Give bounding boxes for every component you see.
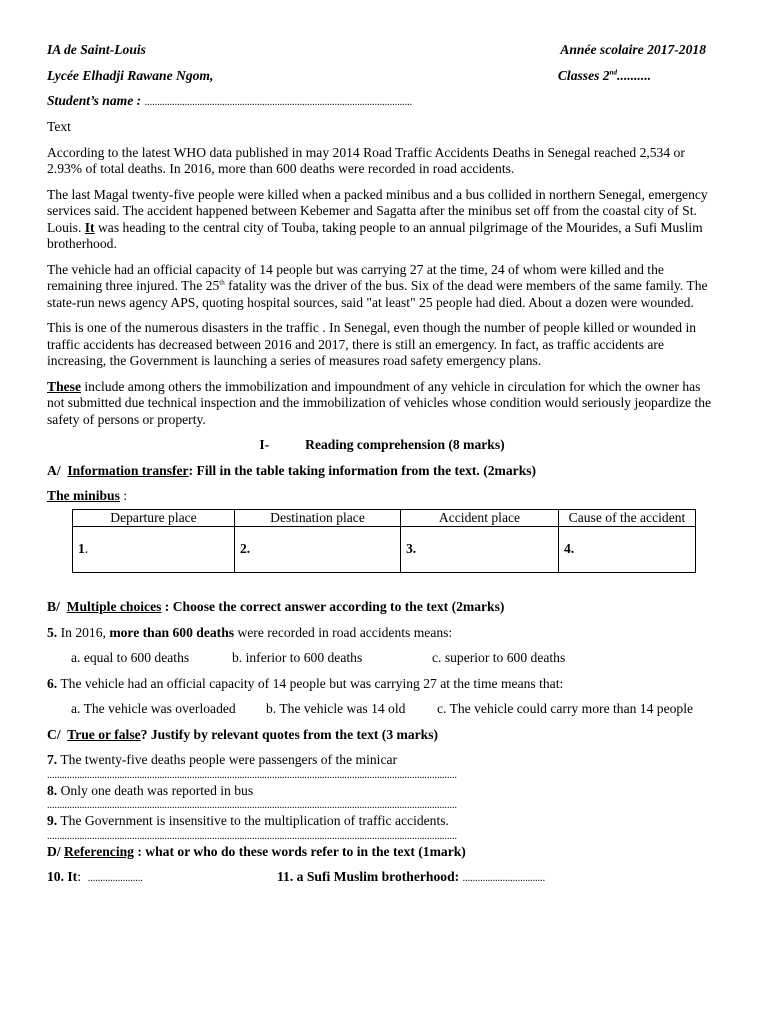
section-heading: I- Reading comprehension (8 marks): [259, 437, 505, 452]
q11-answer-dots[interactable]: .................................: [462, 873, 546, 884]
question-9: 9. The Government is insensitive to the multiplication of traffic accidents.: [47, 813, 449, 828]
question-6-options: [47, 701, 717, 718]
col-accident: Accident place: [401, 509, 559, 527]
answer-cell-1[interactable]: 1.: [73, 527, 235, 573]
question-10: 10. It: ......................: [47, 869, 143, 884]
info-transfer-table: [72, 509, 696, 574]
q5-option-c[interactable]: c. superior to 600 deaths: [432, 650, 566, 665]
q5-option-b[interactable]: b. inferior to 600 deaths: [232, 650, 363, 665]
word-these: These: [47, 378, 81, 394]
question-8: 8. Only one death was reported in bus: [47, 782, 254, 798]
part-b-heading: B/ Multiple choices : Choose the correct answer according to the text (2marks): [47, 599, 505, 614]
worksheet: [47, 42, 717, 886]
part-d-heading: D/ Referencing : what or who do these words refer to in the text (1mark): [47, 843, 466, 859]
q6-option-a[interactable]: a. The vehicle was overloaded: [71, 701, 236, 716]
student-name-dots: ...........................................................................................................: [144, 97, 413, 108]
question-6: 6. The vehicle had an official capacity of 14 people but was carrying 27 at the time means that:: [47, 675, 564, 691]
lycee-label: Lycée Elhadji Rawane Ngom,: [47, 67, 214, 83]
q6-option-c[interactable]: c. The vehicle could carry more than 14 people: [437, 701, 694, 716]
referencing-row: [47, 869, 717, 886]
question-5: 5. In 2016, more than 600 deaths were recorded in road accidents means:: [47, 624, 453, 640]
question-5-options: [47, 650, 717, 667]
school-year: Année scolaire 2017-2018: [560, 42, 706, 57]
question-11: 11. a Sufi Muslim brotherhood: .................................: [277, 869, 546, 884]
q8-answer-line[interactable]: ....................................................................................................................................................................: [47, 800, 457, 811]
header-row-2: [47, 68, 717, 85]
answer-cell-2[interactable]: 2.: [235, 527, 401, 573]
q6-option-b[interactable]: b. The vehicle was 14 old: [266, 701, 406, 716]
part-c-heading: C/ True or false? Justify by relevant quotes from the text (3 marks): [47, 726, 439, 742]
paragraph-4: This is one of the numerous disasters in the traffic . In Senegal, even though the number of people killed or wounded in traffic accidents has decreased between 2016 and 2017, there is still an emergency. In fact, as traffic accidents are increasing, the Government is launching a series of measures road safety emergency plans.: [47, 320, 697, 368]
ia-label: IA de Saint-Louis: [47, 42, 146, 57]
answer-cell-3[interactable]: 3.: [401, 527, 559, 573]
q10-answer-dots[interactable]: ......................: [87, 873, 143, 884]
header-row-1: [47, 42, 717, 59]
student-name-label: Student’s name :: [47, 93, 142, 108]
paragraph-5: These include among others the immobilization and impoundment of any vehicle in circulation for which the owner has not submitted due technical inspection and the immobilization of vehicles whose condition would seriously jeopardize the safety of persons or property.: [47, 378, 712, 427]
classes-label: Classes 2nd..........: [557, 67, 651, 83]
minibus-label: The minibus :: [47, 488, 128, 503]
question-7: 7. The twenty-five deaths people were passengers of the minicar: [47, 752, 398, 767]
col-destination: Destination place: [235, 509, 401, 527]
student-name-line[interactable]: [47, 93, 717, 110]
word-it: It: [84, 219, 95, 235]
paragraph-2: The last Magal twenty-five people were killed when a packed minibus and a bus collided in northern Senegal, emergency services said. The accident happened between Kebemer and Sagatta after the minibus set off from the coastal city of St. Louis. It was heading to the central city of Touba, taking people to an annual pilgrimage of the Mourides, a Sufi Muslim brotherhood.: [47, 186, 708, 251]
text-label: Text: [47, 119, 71, 134]
paragraph-1: According to the latest WHO data published in may 2014 Road Traffic Accidents Deaths in Senegal reached 2,534 or 2.93% of total deaths. In 2016, more than 600 deaths were recorded in road accidents.: [47, 144, 685, 176]
q5-option-a[interactable]: a. equal to 600 deaths: [71, 650, 190, 665]
col-cause: Cause of the accident: [559, 509, 696, 527]
answer-cell-4[interactable]: 4.: [559, 527, 696, 573]
q7-answer-line[interactable]: ....................................................................................................................................................................: [47, 769, 457, 781]
col-departure: Departure place: [73, 509, 235, 527]
q9-answer-line[interactable]: ....................................................................................................................................................................: [47, 830, 457, 842]
part-a-heading: A/ Information transfer: Fill in the table taking information from the text. (2marks): [47, 462, 537, 478]
paragraph-3: The vehicle had an official capacity of 14 people but was carrying 27 at the time, 24 of whom were killed and the remaining three injured. The 25th fatality was the driver of the bus. Six of the dead were members of the same family. The state-run news agency APS, quoting hospital sources, said "at least" 25 people had died. About a dozen were wounded.: [47, 261, 708, 310]
